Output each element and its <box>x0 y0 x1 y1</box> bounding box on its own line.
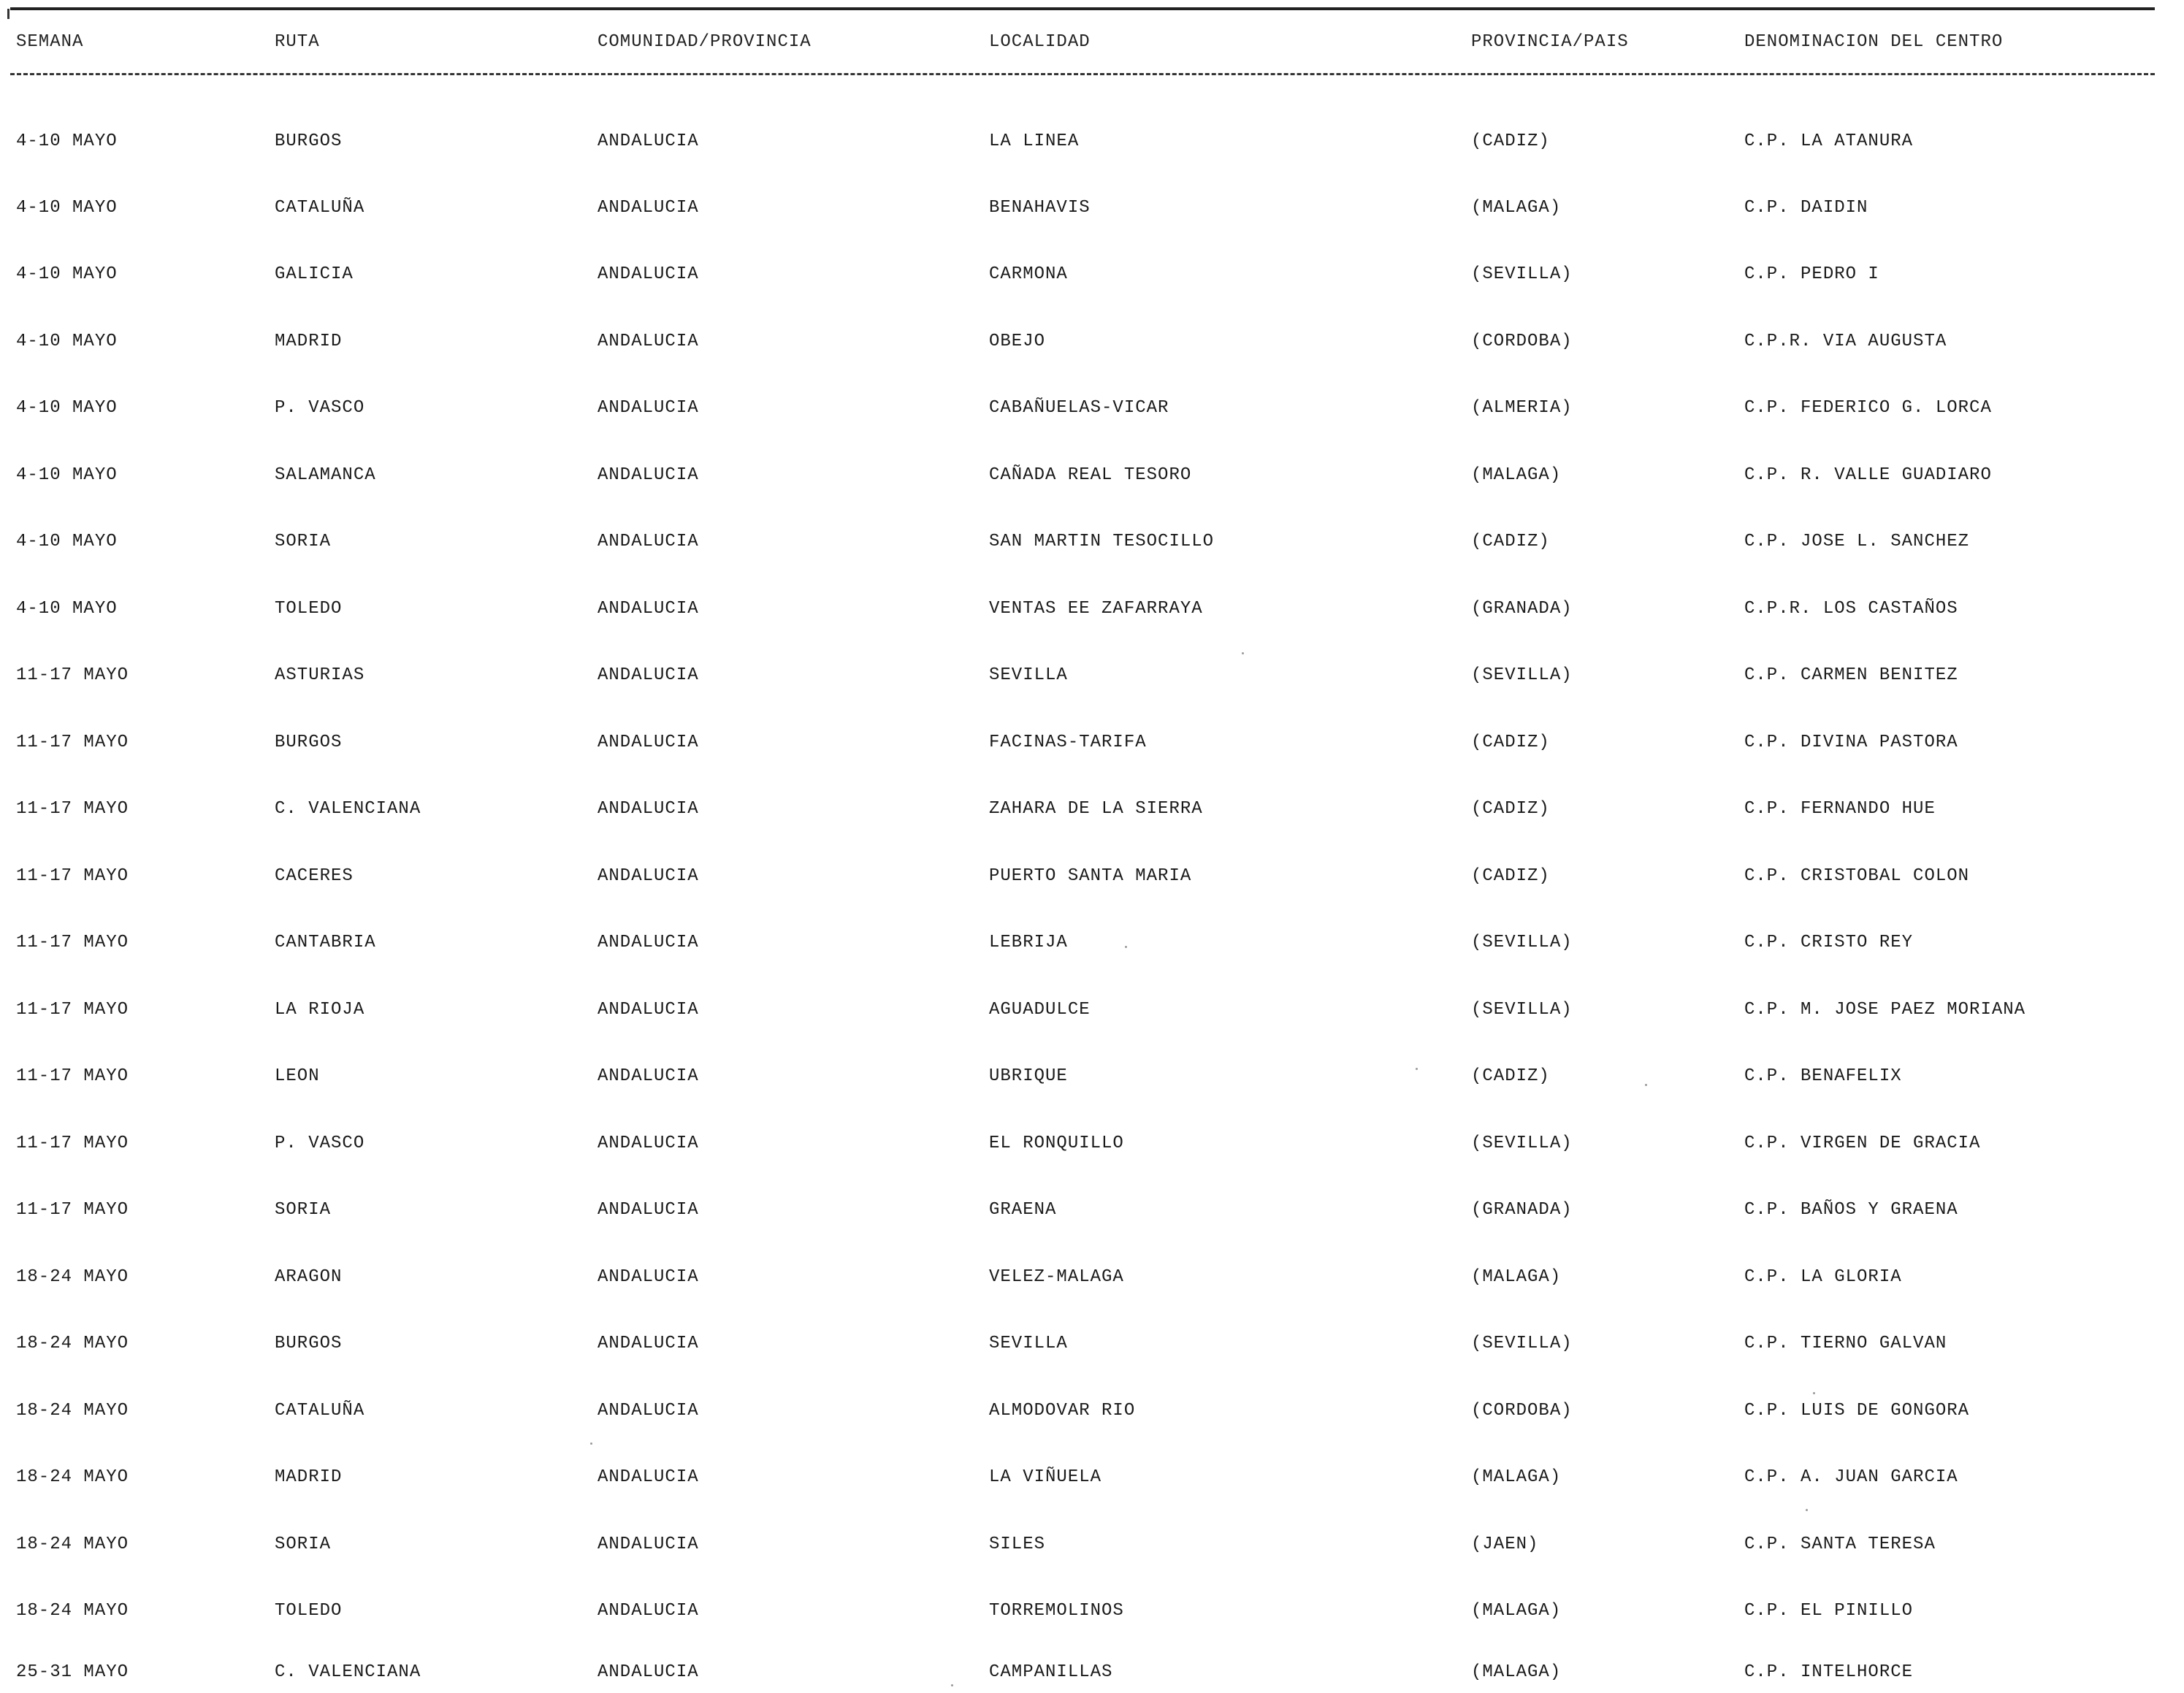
scan-speck <box>1645 1084 1647 1086</box>
table-row <box>0 1461 2184 1494</box>
cell-comunidad: ANDALUCIA <box>597 332 699 351</box>
cell-semana: 4-10 MAYO <box>16 332 118 351</box>
cell-semana: 4-10 MAYO <box>16 131 118 151</box>
cell-semana: 18-24 MAYO <box>16 1467 129 1487</box>
table-row <box>0 326 2184 358</box>
cell-semana: 4-10 MAYO <box>16 398 118 418</box>
cell-localidad: EL RONQUILLO <box>989 1134 1124 1153</box>
cell-centro: C.P. DAIDIN <box>1744 198 1868 218</box>
cell-centro: C.P. FEDERICO G. LORCA <box>1744 398 1992 418</box>
cell-centro: C.P. BENAFELIX <box>1744 1066 1902 1086</box>
cell-ruta: BURGOS <box>275 1334 343 1353</box>
cell-localidad: CAMPANILLAS <box>989 1662 1113 1682</box>
cell-comunidad: ANDALUCIA <box>597 1000 699 1020</box>
cell-localidad: TORREMOLINOS <box>989 1601 1124 1621</box>
cell-localidad: LA LINEA <box>989 131 1080 151</box>
cell-semana: 11-17 MAYO <box>16 1200 129 1220</box>
cell-ruta: TOLEDO <box>275 1601 343 1621</box>
cell-comunidad: ANDALUCIA <box>597 866 699 886</box>
cell-centro: C.P. TIERNO GALVAN <box>1744 1334 1947 1353</box>
cell-provincia: (MALAGA) <box>1471 198 1562 218</box>
cell-localidad: BENAHAVIS <box>989 198 1091 218</box>
cell-ruta: CANTABRIA <box>275 933 376 952</box>
cell-semana: 4-10 MAYO <box>16 264 118 284</box>
cell-semana: 18-24 MAYO <box>16 1401 129 1421</box>
cell-centro: C.P. JOSE L. SANCHEZ <box>1744 532 1970 551</box>
cell-centro: C.P.R. LOS CASTAÑOS <box>1744 599 1958 619</box>
cell-centro: C.P. LUIS DE GONGORA <box>1744 1401 1970 1421</box>
cell-comunidad: ANDALUCIA <box>597 799 699 819</box>
table-row <box>0 526 2184 558</box>
cell-provincia: (CADIZ) <box>1471 532 1550 551</box>
cell-provincia: (CADIZ) <box>1471 866 1550 886</box>
cell-ruta: ASTURIAS <box>275 665 365 685</box>
cell-centro: C.P. DIVINA PASTORA <box>1744 733 1958 752</box>
cell-localidad: LEBRIJA <box>989 933 1068 952</box>
cell-provincia: (GRANADA) <box>1471 599 1573 619</box>
cell-ruta: C. VALENCIANA <box>275 799 421 819</box>
cell-localidad: GRAENA <box>989 1200 1057 1220</box>
cell-semana: 18-24 MAYO <box>16 1267 129 1287</box>
cell-comunidad: ANDALUCIA <box>597 1200 699 1220</box>
cell-localidad: OBEJO <box>989 332 1046 351</box>
scan-speck <box>590 1442 592 1445</box>
table-row <box>0 860 2184 893</box>
cell-ruta: LA RIOJA <box>275 1000 365 1020</box>
cell-semana: 4-10 MAYO <box>16 599 118 619</box>
cell-comunidad: ANDALUCIA <box>597 532 699 551</box>
cell-centro: C.P. VIRGEN DE GRACIA <box>1744 1134 1981 1153</box>
cell-centro: C.P. CRISTOBAL COLON <box>1744 866 1970 886</box>
cell-provincia: (SEVILLA) <box>1471 665 1573 685</box>
cell-comunidad: ANDALUCIA <box>597 665 699 685</box>
cell-ruta: ARAGON <box>275 1267 343 1287</box>
cell-comunidad: ANDALUCIA <box>597 398 699 418</box>
cell-ruta: P. VASCO <box>275 1134 365 1153</box>
table-row <box>0 1656 2184 1689</box>
table-row <box>0 994 2184 1026</box>
header-provincia: PROVINCIA/PAIS <box>1471 32 1629 52</box>
cell-semana: 11-17 MAYO <box>16 799 129 819</box>
cell-centro: C.P. M. JOSE PAEZ MORIANA <box>1744 1000 2026 1020</box>
cell-centro: C.P. CARMEN BENITEZ <box>1744 665 1958 685</box>
scan-speck <box>1242 652 1244 654</box>
table-row <box>0 1328 2184 1360</box>
cell-comunidad: ANDALUCIA <box>597 1601 699 1621</box>
table-row <box>0 1060 2184 1093</box>
cell-ruta: TOLEDO <box>275 599 343 619</box>
table-row <box>0 660 2184 692</box>
cell-comunidad: ANDALUCIA <box>597 1134 699 1153</box>
cell-localidad: VELEZ-MALAGA <box>989 1267 1124 1287</box>
cell-provincia: (SEVILLA) <box>1471 1334 1573 1353</box>
header-semana: SEMANA <box>16 32 84 52</box>
scan-speck <box>1806 1509 1808 1511</box>
table-row <box>0 793 2184 825</box>
table-row <box>0 1128 2184 1160</box>
header-dashed-rule <box>10 73 2155 75</box>
cell-ruta: C. VALENCIANA <box>275 1662 421 1682</box>
cell-comunidad: ANDALUCIA <box>597 1662 699 1682</box>
cell-ruta: SORIA <box>275 1535 332 1554</box>
cell-ruta: SORIA <box>275 532 332 551</box>
cell-comunidad: ANDALUCIA <box>597 1467 699 1487</box>
cell-centro: C.P. LA ATANURA <box>1744 131 1914 151</box>
cell-ruta: SALAMANCA <box>275 465 376 485</box>
cell-provincia: (ALMERIA) <box>1471 398 1573 418</box>
scan-speck <box>951 1684 953 1686</box>
scan-speck <box>1125 946 1127 948</box>
cell-ruta: CATALUÑA <box>275 198 365 218</box>
cell-provincia: (SEVILLA) <box>1471 264 1573 284</box>
corner-tick-mark <box>7 9 9 19</box>
table-row <box>0 1529 2184 1561</box>
cell-ruta: MADRID <box>275 332 343 351</box>
cell-provincia: (SEVILLA) <box>1471 1000 1573 1020</box>
table-row <box>0 1595 2184 1627</box>
header-centro: DENOMINACION DEL CENTRO <box>1744 32 2004 52</box>
cell-semana: 18-24 MAYO <box>16 1601 129 1621</box>
cell-provincia: (CADIZ) <box>1471 1066 1550 1086</box>
cell-localidad: SEVILLA <box>989 665 1068 685</box>
table-row <box>0 126 2184 158</box>
cell-semana: 18-24 MAYO <box>16 1334 129 1353</box>
cell-ruta: GALICIA <box>275 264 354 284</box>
cell-ruta: P. VASCO <box>275 398 365 418</box>
cell-centro: C.P. FERNANDO HUE <box>1744 799 1936 819</box>
table-row <box>0 927 2184 959</box>
cell-localidad: ZAHARA DE LA SIERRA <box>989 799 1203 819</box>
scan-speck <box>1813 1392 1815 1394</box>
cell-provincia: (CADIZ) <box>1471 733 1550 752</box>
cell-comunidad: ANDALUCIA <box>597 1401 699 1421</box>
cell-localidad: FACINAS-TARIFA <box>989 733 1147 752</box>
cell-provincia: (SEVILLA) <box>1471 933 1573 952</box>
cell-comunidad: ANDALUCIA <box>597 1267 699 1287</box>
table-row <box>0 1194 2184 1226</box>
cell-centro: C.P. A. JUAN GARCIA <box>1744 1467 1958 1487</box>
cell-centro: C.P. BAÑOS Y GRAENA <box>1744 1200 1958 1220</box>
cell-semana: 4-10 MAYO <box>16 198 118 218</box>
cell-localidad: ALMODOVAR RIO <box>989 1401 1136 1421</box>
cell-semana: 4-10 MAYO <box>16 532 118 551</box>
cell-ruta: BURGOS <box>275 733 343 752</box>
header-localidad: LOCALIDAD <box>989 32 1091 52</box>
scan-speck <box>1416 1068 1418 1070</box>
cell-semana: 11-17 MAYO <box>16 866 129 886</box>
cell-semana: 11-17 MAYO <box>16 1134 129 1153</box>
cell-localidad: PUERTO SANTA MARIA <box>989 866 1192 886</box>
table-row <box>0 392 2184 424</box>
table-row <box>0 459 2184 492</box>
cell-localidad: UBRIQUE <box>989 1066 1068 1086</box>
cell-semana: 11-17 MAYO <box>16 733 129 752</box>
cell-localidad: CARMONA <box>989 264 1068 284</box>
cell-provincia: (CORDOBA) <box>1471 332 1573 351</box>
cell-centro: C.P. EL PINILLO <box>1744 1601 1914 1621</box>
cell-comunidad: ANDALUCIA <box>597 1334 699 1353</box>
cell-provincia: (MALAGA) <box>1471 465 1562 485</box>
cell-provincia: (GRANADA) <box>1471 1200 1573 1220</box>
table-row <box>0 727 2184 759</box>
cell-centro: C.P. LA GLORIA <box>1744 1267 1902 1287</box>
cell-centro: C.P. INTELHORCE <box>1744 1662 1914 1682</box>
cell-comunidad: ANDALUCIA <box>597 465 699 485</box>
cell-comunidad: ANDALUCIA <box>597 1066 699 1086</box>
top-rule <box>10 7 2155 10</box>
cell-localidad: SEVILLA <box>989 1334 1068 1353</box>
cell-ruta: CATALUÑA <box>275 1401 365 1421</box>
cell-ruta: CACERES <box>275 866 354 886</box>
cell-centro: C.P. R. VALLE GUADIARO <box>1744 465 1992 485</box>
cell-comunidad: ANDALUCIA <box>597 1535 699 1554</box>
cell-provincia: (SEVILLA) <box>1471 1134 1573 1153</box>
cell-provincia: (CORDOBA) <box>1471 1401 1573 1421</box>
cell-semana: 11-17 MAYO <box>16 665 129 685</box>
table-row <box>0 192 2184 224</box>
header-ruta: RUTA <box>275 32 320 52</box>
header-comunidad: COMUNIDAD/PROVINCIA <box>597 32 812 52</box>
cell-centro: C.P. PEDRO I <box>1744 264 1879 284</box>
cell-localidad: LA VIÑUELA <box>989 1467 1102 1487</box>
cell-localidad: AGUADULCE <box>989 1000 1091 1020</box>
cell-provincia: (MALAGA) <box>1471 1467 1562 1487</box>
cell-provincia: (MALAGA) <box>1471 1267 1562 1287</box>
table-header <box>0 26 2184 58</box>
cell-semana: 11-17 MAYO <box>16 933 129 952</box>
cell-provincia: (MALAGA) <box>1471 1662 1562 1682</box>
cell-semana: 4-10 MAYO <box>16 465 118 485</box>
cell-comunidad: ANDALUCIA <box>597 131 699 151</box>
cell-ruta: MADRID <box>275 1467 343 1487</box>
table-row <box>0 1395 2184 1427</box>
cell-ruta: SORIA <box>275 1200 332 1220</box>
table-row <box>0 1261 2184 1293</box>
cell-provincia: (JAEN) <box>1471 1535 1539 1554</box>
cell-provincia: (MALAGA) <box>1471 1601 1562 1621</box>
cell-localidad: VENTAS EE ZAFARRAYA <box>989 599 1203 619</box>
cell-localidad: CABAÑUELAS-VICAR <box>989 398 1169 418</box>
cell-localidad: SILES <box>989 1535 1046 1554</box>
cell-ruta: BURGOS <box>275 131 343 151</box>
cell-localidad: SAN MARTIN TESOCILLO <box>989 532 1215 551</box>
cell-semana: 11-17 MAYO <box>16 1066 129 1086</box>
cell-semana: 18-24 MAYO <box>16 1535 129 1554</box>
cell-comunidad: ANDALUCIA <box>597 264 699 284</box>
cell-centro: C.P. CRISTO REY <box>1744 933 1914 952</box>
cell-provincia: (CADIZ) <box>1471 799 1550 819</box>
cell-comunidad: ANDALUCIA <box>597 933 699 952</box>
table-row <box>0 259 2184 291</box>
cell-semana: 25-31 MAYO <box>16 1662 129 1682</box>
table-row <box>0 593 2184 625</box>
cell-comunidad: ANDALUCIA <box>597 599 699 619</box>
cell-semana: 11-17 MAYO <box>16 1000 129 1020</box>
cell-ruta: LEON <box>275 1066 320 1086</box>
cell-provincia: (CADIZ) <box>1471 131 1550 151</box>
cell-centro: C.P.R. VIA AUGUSTA <box>1744 332 1947 351</box>
cell-centro: C.P. SANTA TERESA <box>1744 1535 1936 1554</box>
cell-comunidad: ANDALUCIA <box>597 198 699 218</box>
cell-comunidad: ANDALUCIA <box>597 733 699 752</box>
cell-localidad: CAÑADA REAL TESORO <box>989 465 1192 485</box>
